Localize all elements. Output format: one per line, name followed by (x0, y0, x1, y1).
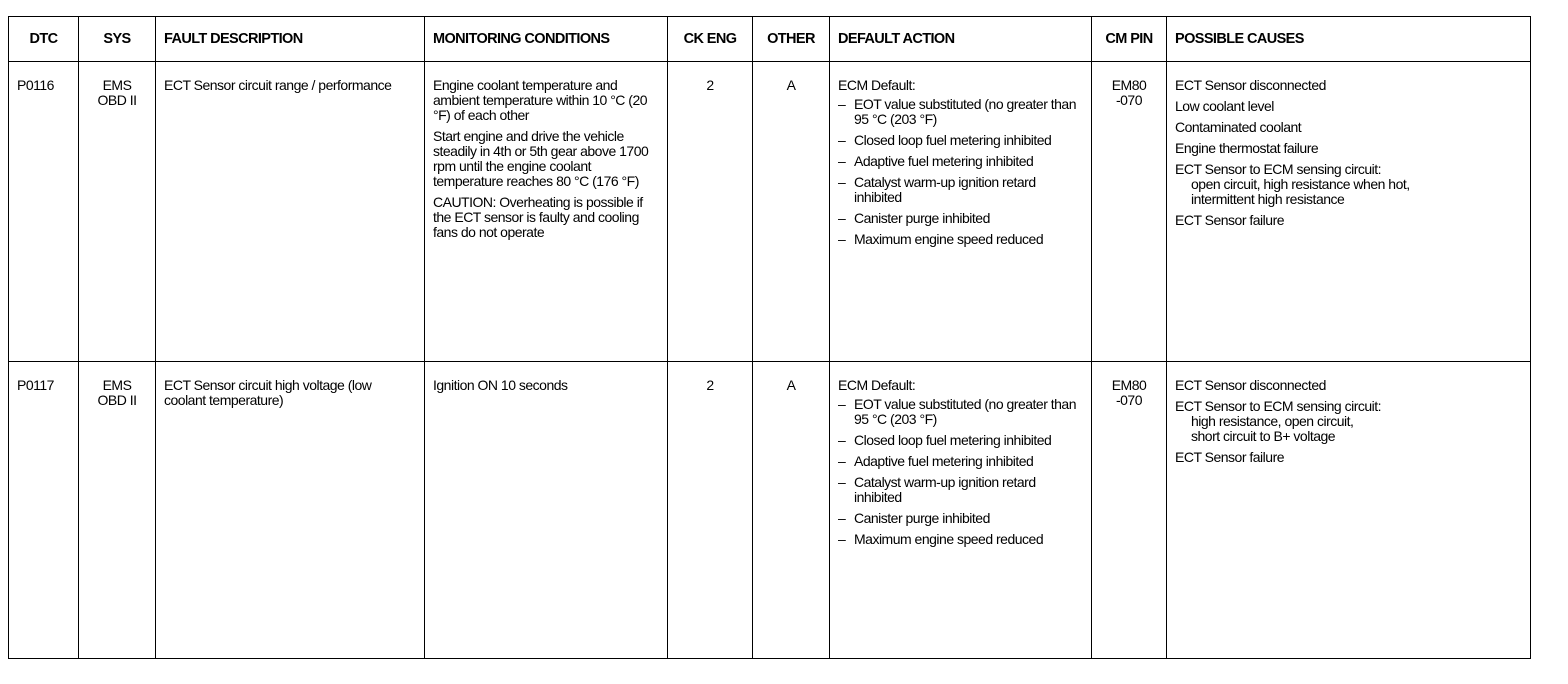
header-dtc: DTC (9, 17, 79, 62)
cm-pin (1092, 362, 1167, 659)
action-item: – EOT value substituted (no greater than 95 °C (203 °F) (838, 397, 1083, 427)
action-item: – Maximum engine speed reduced (838, 532, 1083, 547)
sys-cell (79, 62, 156, 362)
cause-text: ECT Sensor failure (1175, 449, 1285, 465)
table-row (9, 362, 1531, 659)
sys-line: OBD II (97, 92, 137, 108)
other-value: A (753, 62, 830, 362)
cause-item (1175, 78, 1522, 93)
table-row (9, 62, 1531, 362)
monitoring-paragraph: Start engine and drive the vehicle steadily in 4th or 5th gear above 1700 rpm until the engine coolant temperature reaches 80 °C (176 °F) (433, 128, 649, 189)
ck-eng-value: 2 (668, 62, 753, 362)
other-value: A (753, 362, 830, 659)
action-list (838, 397, 1083, 547)
fault-description: ECT Sensor circuit high voltage (low coolant temperature) (156, 362, 425, 659)
header-row (9, 17, 1531, 62)
cause-text: Low coolant level (1175, 98, 1274, 114)
header-cm-pin: CM PIN (1092, 17, 1167, 62)
action-item: – Adaptive fuel metering inhibited (838, 154, 1083, 169)
cm-pin-line: EM80 (1111, 77, 1147, 93)
ck-eng-value: 2 (668, 362, 753, 659)
dtc-table (8, 16, 1531, 659)
header-default-action: DEFAULT ACTION (830, 17, 1092, 62)
cause-text: ECT Sensor disconnected (1175, 377, 1326, 393)
action-heading: ECM Default: (838, 377, 916, 393)
action-item: – Closed loop fuel metering inhibited (838, 433, 1083, 448)
header-possible-causes: POSSIBLE CAUSES (1167, 17, 1531, 62)
cause-item (1175, 141, 1522, 156)
cause-text: ECT Sensor failure (1175, 212, 1285, 228)
action-item: – Catalyst warm-up ignition retard inhibited (838, 175, 1083, 205)
possible-causes (1167, 362, 1531, 659)
action-item: – Adaptive fuel metering inhibited (838, 454, 1083, 469)
header-fault-description: FAULT DESCRIPTION (156, 17, 425, 62)
monitoring-conditions (425, 62, 668, 362)
cause-text: Contaminated coolant (1175, 119, 1302, 135)
monitoring-paragraph: Engine coolant temperature and ambient temperature within 10 °C (20 °F) of each other (433, 77, 648, 123)
cause-subtext: high resistance, open circuit, (1191, 413, 1354, 429)
cause-subtext: intermittent high resistance (1191, 191, 1345, 207)
default-action (830, 62, 1092, 362)
cause-subtext: short circuit to B+ voltage (1191, 428, 1336, 444)
sys-line: EMS (102, 377, 132, 393)
action-item: – Maximum engine speed reduced (838, 232, 1083, 247)
dtc-code: P0116 (9, 62, 79, 362)
cm-pin (1092, 62, 1167, 362)
header-ck-eng: CK ENG (668, 17, 753, 62)
cause-subtext: open circuit, high resistance when hot, (1191, 176, 1410, 192)
cm-pin-line: -070 (1115, 92, 1143, 108)
action-item: – Canister purge inhibited (838, 211, 1083, 226)
sys-line: OBD II (97, 392, 137, 408)
action-item: – EOT value substituted (no greater than 95 °C (203 °F) (838, 97, 1083, 127)
sys-cell (79, 362, 156, 659)
cause-item (1175, 120, 1522, 135)
sys-line: EMS (102, 77, 132, 93)
header-other: OTHER (753, 17, 830, 62)
cause-item (1175, 213, 1522, 228)
possible-causes (1167, 62, 1531, 362)
cause-text: ECT Sensor to ECM sensing circuit: (1175, 161, 1382, 177)
monitoring-paragraph: CAUTION: Overheating is possible if the ECT sensor is faulty and cooling fans do not operate (433, 194, 643, 240)
action-list (838, 97, 1083, 247)
action-item: – Closed loop fuel metering inhibited (838, 133, 1083, 148)
cm-pin-line: -070 (1115, 392, 1143, 408)
fault-description: ECT Sensor circuit range / performance (156, 62, 425, 362)
cm-pin-line: EM80 (1111, 377, 1147, 393)
cause-item (1175, 162, 1522, 207)
action-item: – Canister purge inhibited (838, 511, 1083, 526)
header-sys: SYS (79, 17, 156, 62)
action-heading: ECM Default: (838, 77, 916, 93)
cause-item (1175, 378, 1522, 393)
dtc-code: P0117 (9, 362, 79, 659)
header-monitoring-conditions: MONITORING CONDITIONS (425, 17, 668, 62)
cause-text: Engine thermostat failure (1175, 140, 1319, 156)
cause-text: ECT Sensor disconnected (1175, 77, 1326, 93)
default-action (830, 362, 1092, 659)
monitoring-conditions (425, 362, 668, 659)
cause-item (1175, 450, 1522, 465)
monitoring-paragraph: Ignition ON 10 seconds (433, 377, 568, 393)
cause-item (1175, 99, 1522, 114)
action-item: – Catalyst warm-up ignition retard inhibited (838, 475, 1083, 505)
cause-item (1175, 399, 1522, 444)
cause-text: ECT Sensor to ECM sensing circuit: (1175, 398, 1382, 414)
